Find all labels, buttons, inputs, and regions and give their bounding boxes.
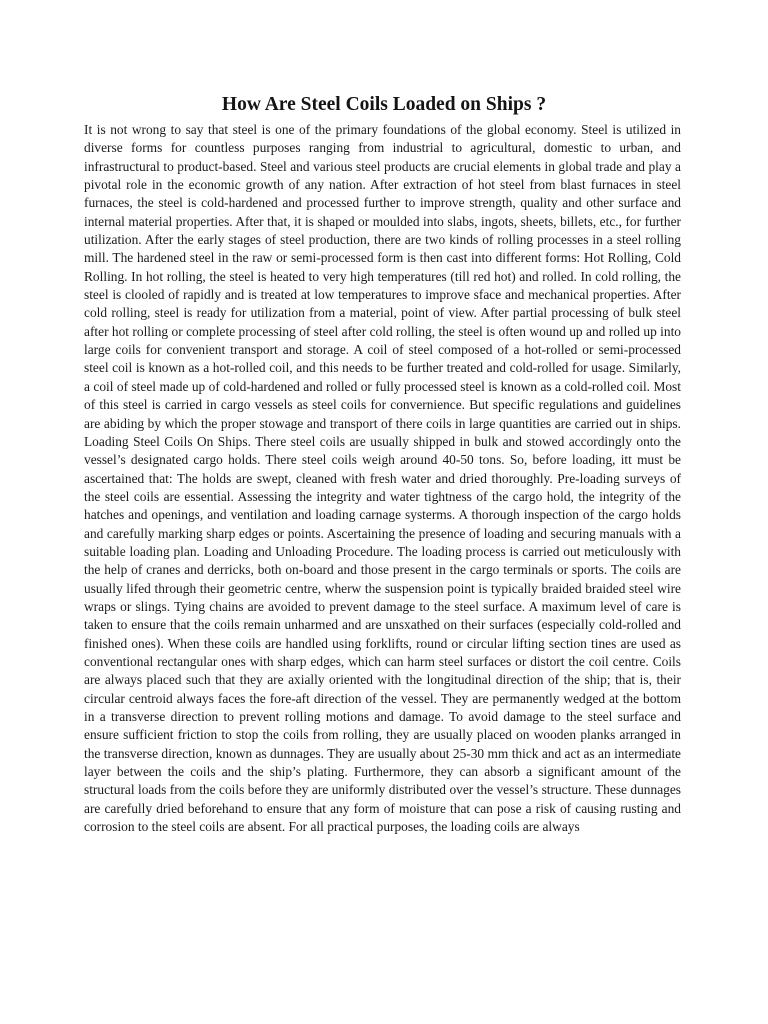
document-body-text: It is not wrong to say that steel is one of the primary foundations of the global economy. Steel is utilized in diverse forms for countless purposes ranging from industrial to agricultural, domestic to urban, and infrastructural to product-based. Steel and various steel products are crucial elements in global trade and play a pivotal role in the economic growth of any nation. After extraction of hot steel from blast furnaces in steel furnaces, the steel is cold-hardened and processed further to improve strength, quality and other surface and internal material properties. After that, it is shaped or moulded into slabs, ingots, sheets, billets, etc., for further utilization. After the early stages of steel production, there are two kinds of rolling processes in a steel rolling mill. The hardened steel in the raw or semi-processed form is then cast into different forms: Hot Rolling, Cold Rolling. In hot rolling, the steel is heated to very high temperatures (till red hot) and rolled. In cold rolling, the steel is clooled of rapidly and is treated at low temperatures to improve sface and mechanical properties. After cold rolling, steel is ready for utilization from a material, point of view. After partial processing of bulk steel after hot rolling or complete processing of steel after cold rolling, the steel is often wound up and rolled up into large coils for convenient transport and storage. A coil of steel composed of a hot-rolled or semi-processed steel coil is known as a hot-rolled coil, and this needs to be further treated and cold-rolled for usage. Similarly, a coil of steel made up of cold-hardened and rolled or fully processed steel is known as a cold-rolled coil. Most of this steel is carried in cargo vessels as steel coils for convernience. But specific regulations and guidelines are abiding by which the proper stowage and transport of there coils in large quantities are carried out in ships. Loading Steel Coils On Ships. There steel coils are usually shipped in bulk and stowed accordingly onto the vessel’s designated cargo holds. There steel coils weigh around 40-50 tons. So, before loading, itt must be ascertained that: The holds are swept, cleaned with fresh water and dried thoroughly. Pre-loading surveys of the steel coils are essential. Assessing the integrity and water tightness of the cargo hold, the integrity of the hatches and openings, and ventilation and loading carnage systerms. A thorough inspection of the cargo holds and carefully marking sharp edges or points. Ascertaining the presence of loading and securing manuals with a suitable loading plan. Loading and Unloading Procedure. The loading process is carried out meticulously with the help of cranes and derricks, both on-board and those present in the cargo terminals or sports. The coils are usually lifed through their geometric centre, wherw the suspension point is typically braided braided steel wire wraps or slings. Tying chains are avoided to prevent damage to the steel surface. A maximum level of care is taken to ensure that the coils remain unharmed and are unsxathed on their surfaces (especially cold-rolled and finished ones). When these coils are handled using forklifts, round or circular lifting section tines are used as conventional rectangular ones with sharp edges, which can harm steel surfaces or distort the coil centre. Coils are always placed such that they are axially oriented with the longitudinal direction of the ship; that is, their circular centroid always faces the fore-aft direction of the vessel. They are permanently wedged at the bottom in a transverse direction to prevent rolling motions and damage. To avoid damage to the steel surface and ensure sufficient friction to stop the coils from rolling, they are usually placed on wooden planks arranged in the transverse direction, known as dunnages. They are usually about 25-30 mm thick and act as an intermediate layer between the coils and the ship’s plating. Furthermore, they can absorb a significant amount of the structural loads from the coils before they are uniformly distributed over the vessel’s structure. These dunnages are carefully dried beforehand to ensure that any form of moisture that can pose a risk of causing rusting and corrosion to the steel coils are absent. For all practical purposes, the loading coils are always	[84, 122, 681, 835]
document-title: How Are Steel Coils Loaded on Ships ?	[221, 94, 547, 115]
